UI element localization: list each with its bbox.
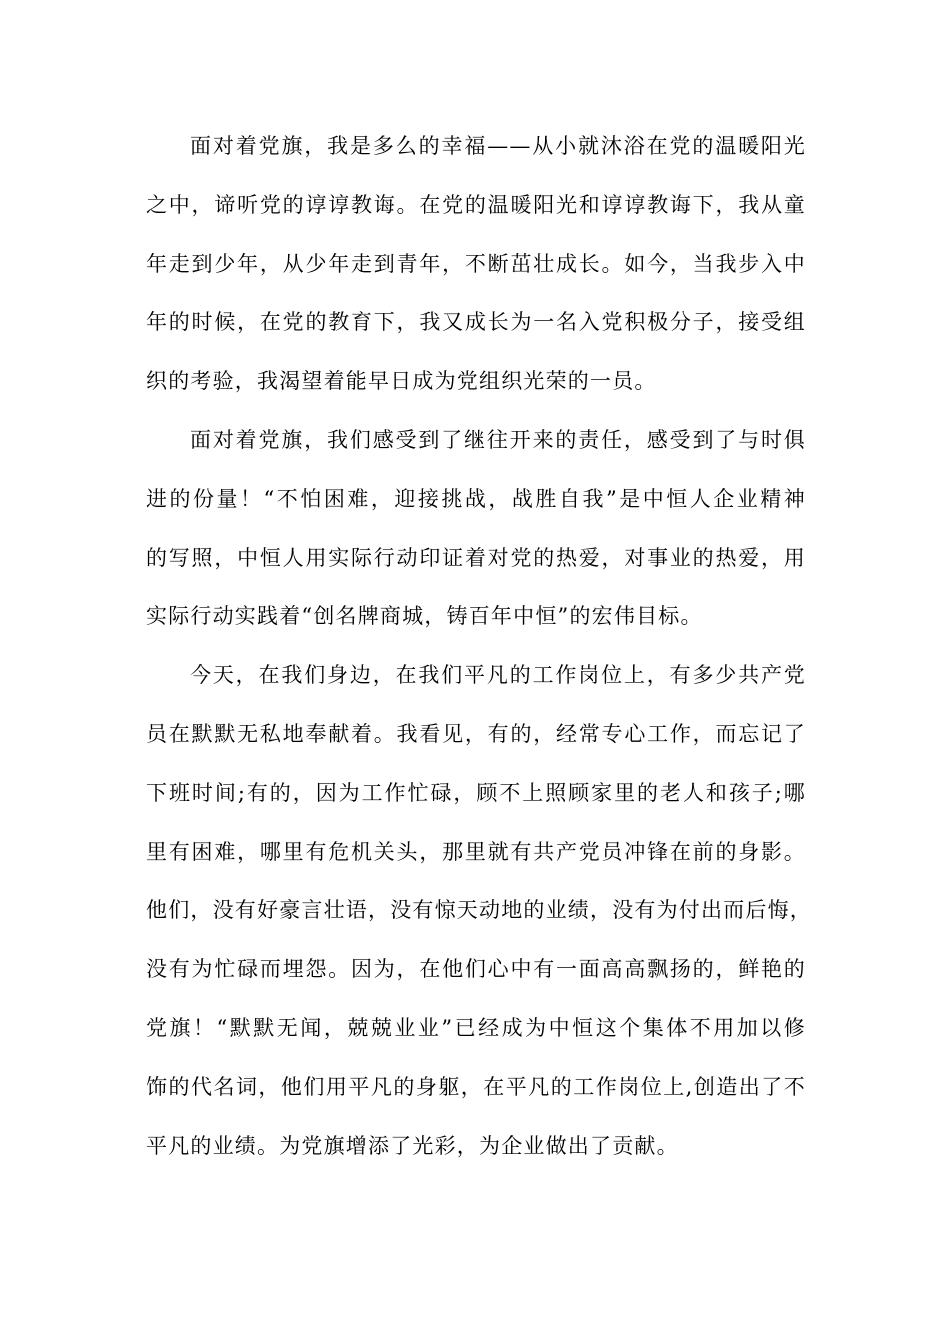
paragraph-2-line-1: 面对着党旗，我们感受到了继往开来的责任，感受到了与时俱 (190, 427, 806, 452)
paragraph-2-line-3: 的写照，中恒人用实际行动印证着对党的热爱，对事业的热爱，用 (146, 545, 806, 570)
paragraph-3-line-5: 他们，没有好豪言壮语，没有惊天动地的业绩，没有为付出而后悔， (146, 898, 812, 923)
paragraph-2-line-2: 进的份量！“不怕困难，迎接挑战，战胜自我”是中恒人企业精神 (146, 486, 806, 511)
paragraph-3-line-6: 没有为忙碌而埋怨。因为，在他们心中有一面高高飘扬的，鲜艳的 (146, 957, 806, 982)
paragraph-3-line-1: 今天，在我们身边，在我们平凡的工作岗位上，有多少共产党 (190, 663, 806, 688)
paragraph-3-line-2: 员在默默无私地奉献着。我看见，有的，经常专心工作，而忘记了 (146, 721, 806, 746)
paragraph-3-line-7: 党旗！“默默无闻，兢兢业业”已经成为中恒这个集体不用加以修 (146, 1015, 806, 1040)
paragraph-1-line-3: 年走到少年，从少年走到青年，不断茁壮成长。如今，当我步入中 (146, 251, 806, 276)
paragraph-3-line-3: 下班时间;有的，因为工作忙碌，顾不上照顾家里的老人和孩子;哪 (146, 780, 806, 805)
paragraph-3-line-4: 里有困难，哪里有危机关头，那里就有共产党员冲锋在前的身影。 (146, 839, 806, 864)
paragraph-1-line-2: 之中，谛听党的谆谆教诲。在党的温暖阳光和谆谆教诲下，我从童 (146, 192, 806, 217)
paragraph-3-line-9: 平凡的业绩。为党旗增添了光彩，为企业做出了贡献。 (146, 1133, 679, 1158)
paragraph-3-line-8: 饰的代名词，他们用平凡的身躯，在平凡的工作岗位上,创造出了不 (146, 1074, 806, 1099)
paragraph-1-line-4: 年的时候，在党的教育下，我又成长为一名入党积极分子，接受组 (146, 310, 806, 335)
paragraph-1-line-1: 面对着党旗，我是多么的幸福——从小就沐浴在党的温暖阳光 (190, 134, 806, 158)
paragraph-2-line-4: 实际行动实践着“创名牌商城，铸百年中恒”的宏伟目标。 (146, 604, 703, 629)
document-body (146, 117, 812, 1175)
paragraph-1-line-5: 织的考验，我渴望着能早日成为党组织光荣的一员。 (146, 369, 657, 394)
